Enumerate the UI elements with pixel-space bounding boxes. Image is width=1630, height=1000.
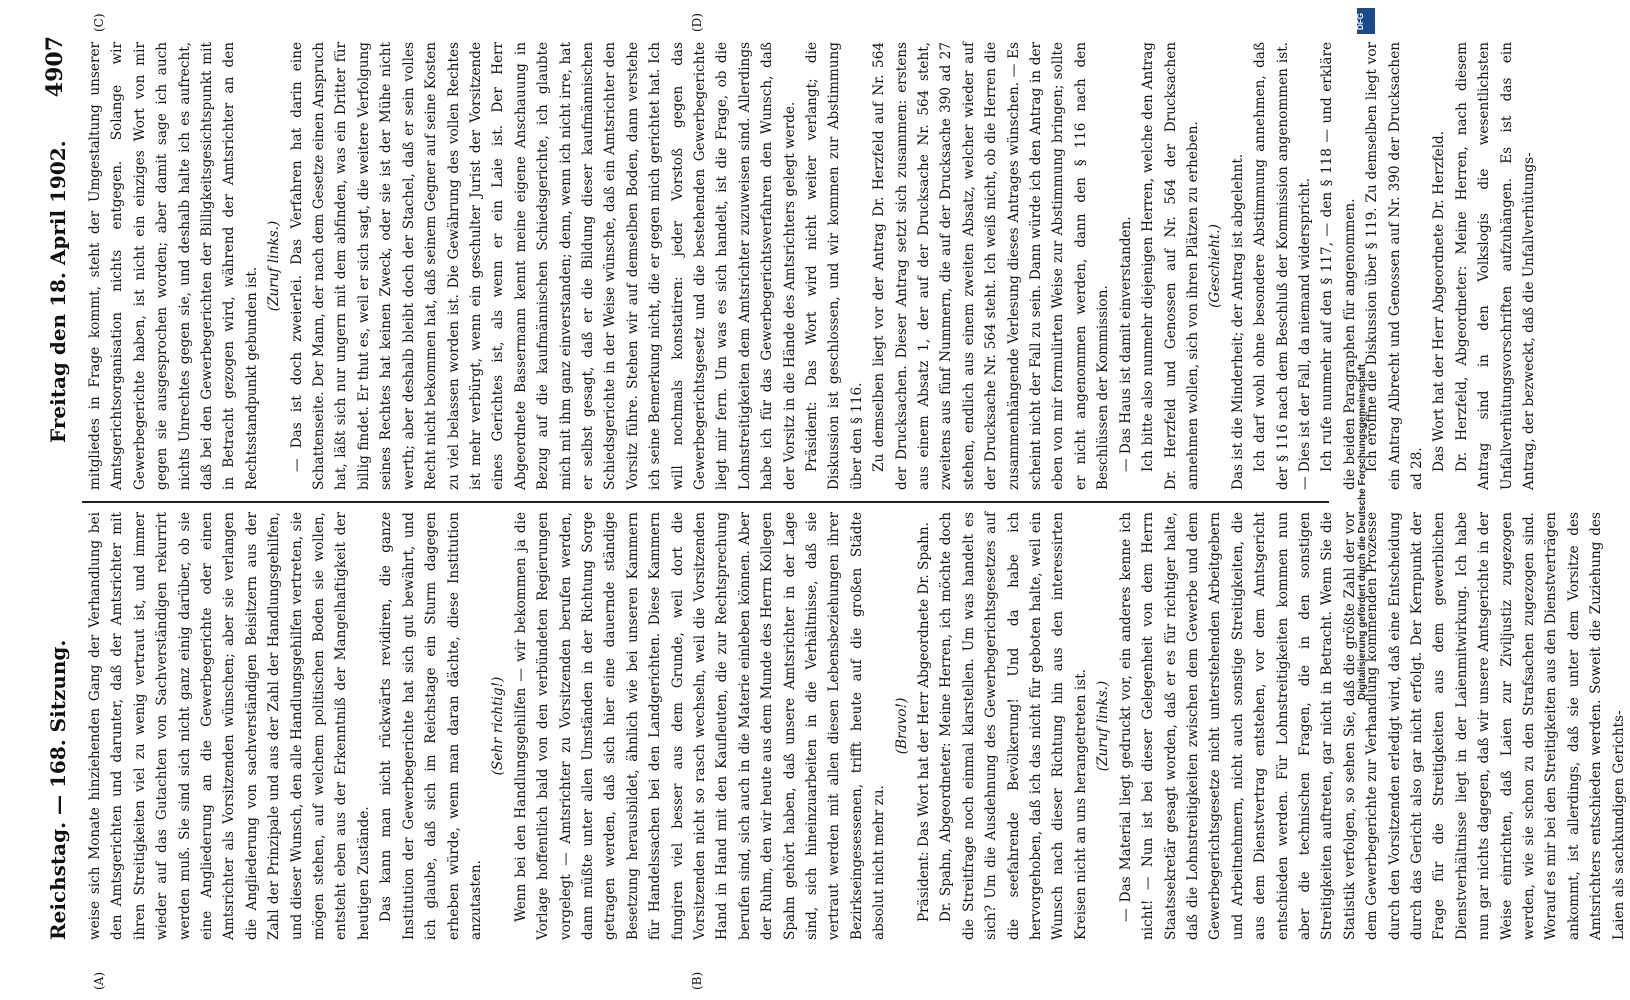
paragraph: — Das Haus ist damit einverstanden. [1117,216,1134,472]
digitization-note [1355,40,1377,700]
header-date: Freitag den 18. April 1902. [46,140,70,443]
interjection: (Zuruf links.) [266,220,283,312]
speaker-paragraph: Präsident: Das Wort wird nicht weiter verlangt; die Diskussion ist geschlossen, und wir kommen zur Abstimmung über den § 116. [804,42,865,490]
speaker-paragraph: Dr. Herzfeld, Abgeordneter: Meine Herren, nach diesem Antrag sind in den Volkslogis die wesentlichsten Unfallverhütungsvorschriften aufzuhängen. Es ist das ein Antrag, der bezweckt, daß die Unfallverhütungs- [1453,42,1537,490]
margin-marker-c: (C) [92,13,106,32]
paragraph: Ich rufe nunmehr auf den § 117, — den § 118 — und erkläre die beiden Paragraphen für angenommen. [1319,42,1358,490]
page-number: 4907 [42,36,68,98]
dfg-logo [1357,8,1379,34]
speaker-paragraph: Präsident: Das Wort hat der Herr Abgeordnete Dr. Spahn. [916,522,933,922]
margin-marker-b: (B) [690,971,704,990]
paragraph: Wenn bei den Handlungsgehilfen — wir bekommen ja die Vorlage hoffentlich bald von den verbündeten Regierungen vorgelegt — Amtsrichter zu Vorsitzenden berufen werden, dann müßte unter allen Umständen in der Richtung Sorge getragen werden, daß sich hier eine dauernde ständige Besetzung herausbildet, ähnlich wie bei unseren Kammern für Handelssachen bei den Landgerichten. Diese Kammern fungiren viel besser aus dem Grunde, weil dort die Vorsitzenden nicht so rasch wechseln, weil die Vorsitzenden Hand in Hand mit den Kaufleuten, die zur Rechtsprechung berufen sind, sich auch in die Materie einleben können. Aber der Ruhm, den wir heute aus dem Munde des Herrn Kollegen Spahn gehört haben, daß unsere Amtsrichter in der Lage sind, sich hineinzuarbeiten in die Verhältnisse, daß sie vertraut werden mit allen diesen Lebensbeziehungen ihrer Bezirkseingesessenen, trifft heute auf die großen Städte absolut nicht mehr zu. [512,512,888,940]
paragraph: Ich darf wohl ohne besondere Abstimmung annehmen, daß der § 116 nach dem Beschluß der Kommission angenommen ist. — Dies ist der Fall, da niemand widerspricht. [1252,42,1313,490]
paragraph: weise sich Monate hinziehenden Gang der Verhandlung bei den Amtsgerichten und darunter, daß der Amtsrichter mit ihren Streitigkeiten viel zu wenig vertraut ist, und immer wieder auf das Gutachten von Sachverständigen rekurrirt werden muß. Sie sind sich nicht ganz einig darüber, ob sie eine Angliederung an die Gewerbegerichte oder einen Amtsrichter als Vorsitzenden wünschen; aber sie verlangen die Angliederung von sachverständigen Beisitzern aus der Zahl der Prinzipale und aus der Zahl der Handlungsgehilfen, und dieser Wunsch, den alle Handlungsgehilfen vertreten, sie mögen stehen, auf welchem politischen Boden sie wollen, entsteht eben aus der Erkenntniß der Mangelhaftigkeit der heutigen Zustände. [87,512,372,940]
interjection: (Zuruf links.) [1095,680,1112,772]
paragraph: Das Wort hat der Herr Abgeordnete Dr. Herzfeld. [1431,130,1448,472]
digitization-note-text: Digitalisierung gefördert durch die Deutsche Forschungsgemeinschaft [1357,363,1368,700]
right-column [84,42,1537,490]
margin-marker-a: (A) [92,971,106,990]
paragraph: Das kann man nicht rückwärts revidiren, die ganze Institution der Gewerbegerichte hat sich gut bewährt, und ich glaube, daß sich im Reichstage ein Sturm dagegen erheben würde, wenn man daran dächte, diese Institution anzutasten. [378,512,484,940]
column-divider [82,501,1329,503]
paragraph: Ich eröffne die Diskussion über § 119. Zu demselben liegt vor ein Antrag Albrecht und Genossen auf Nr. 390 der Drucksachen ad 28. [1364,42,1425,490]
paragraph: — Das Material liegt gedruckt vor, ein anderes kenne ich nicht! — Nun ist bei dieser Gelegenheit von dem Herrn Staatssekretär gesagt worden, daß er es für richtiger halte, daß die Lohnstreitigkeiten zwischen dem Gewerbe und dem Gewerbegerichtsgesetze nicht unterstehenden Arbeitgebern und Arbeitnehmern, nicht auch sonstige Streitigkeiten, die aus dem Dienstvertrag entstehen, vor dem Amtsgericht entschieden werden. Für Lohnstreitigkeiten kommen nun aber die technischen Fragen, die in den sonstigen Streitigkeiten auftreten, gar nicht in Betracht. Wenn Sie die Statistik verfolgen, so sehen Sie, daß die größte Zahl der vor dem Gewerbegerichte zur Verhandlung kommenden Prozesse durch den Vorsitzenden erledigt wird, daß eine Entscheidung durch das Gericht also gar nicht erfolgt. Der Kernpunkt der Frage für die Streitigkeiten aus dem gewerblichen Dienstverhältnisse liegt in der Laienmitwirkung. Ich habe nun gar nichts dagegen, daß wir unsere Amtsgerichte in der Weise einrichten, daß Laien zur Ziviljustiz zugezogen werden, wie sie schon zu den Strafsachen zugezogen sind. Worauf es mir bei den Streitigkeiten aus den Dienstverträgen ankommt, ist allerdings, daß sie unter dem Vorsitze des Amtsrichters entschieden werden. Soweit die Zuziehung des Laien als sachkundigen Gerichts- [1117,512,1627,940]
paragraph: mitgliedes in Frage kommt, steht der Umgestaltung unserer Amtsgerichtsorganisation nichts entgegen. Solange wir Gewerbegerichte haben, ist nicht ein einziges Wort von mir gegen sie ausgesprochen worden; aber damit sage ich auch nichts Unrechtes gegen sie, und deshalb halte ich es aufrecht, daß bei den Gewerbegerichten der Billigkeitsgesichtspunkt mit in Betracht gezogen wird, während der Amtsrichter an den Rechtsstandpunkt gebunden ist. [87,42,260,490]
interjection: (Bravo!) [893,697,910,755]
speaker-paragraph: Dr. Spahn, Abgeordneter: Meine Herren, ich möchte doch die Streitfrage noch einmal klarstellen. Um was handelt es sich? Um die Ausdehnung des Gewerbegerichtsgesetzes auf die seefahrende Bevölkerung! Und da habe ich hervorgehoben, daß ich das nicht für geboten halte, weil ein Wunsch nach dieser Richtung hin aus den interessirten Kreisen nicht an uns herangetreten ist. [938,512,1089,940]
paragraph: Zu demselben liegt vor der Antrag Dr. Herzfeld auf Nr. 564 der Drucksachen. Dieser Antrag setzt sich zusammen: erstens aus einem Absatz 1, der auf der Drucksache Nr. 564 steht, zweitens aus fünf Nummern, die auf der Drucksache 390 ad 27 stehen, endlich aus einem zweiten Absatz, welcher wieder auf der Drucksache Nr. 564 steht. Ich weiß nicht, ob die Herren die zusammenhängende Verlesung dieses Antrages wünschen. — Es scheint nicht der Fall zu sein. Dann würde ich den Antrag in der eben von mir formulirten Weise zur Abstimmung bringen; sollte er nicht angenommen werden, dann den § 116 nach den Beschlüssen der Kommission. [871,42,1112,490]
paragraph: — Das ist doch zweierlei. Das Verfahren hat darin eine Schattenseite. Der Mann, der nach dem Gesetze einen Anspruch hat, läßt sich nur ungern mit dem abfinden, was ein Dritter für billig findet. Er thut es, weil er sich sagt, die weitere Verfolgung seines Rechtes hat keinen Zweck, oder sie ist der Mühe nicht werth; aber deshalb bleibt doch der Stachel, daß er sein volles Recht nicht bekommen hat, daß seinem Gegner auf seine Kosten zu viel belassen worden ist. Die Gewährung des vollen Rechtes ist mehr verbürgt, wenn ein geschulter Jurist der Vorsitzende eines Gerichtes ist, als wenn er ein Laie ist. Der Herr Abgeordnete Bassermann kennt meine eigene Anschauung in Bezug auf die kaufmännischen Schiedsgerichte, ich glaubte mich mit ihm ganz einverstanden; denn, wenn ich nicht irre, hat er selbst gesagt, daß er die Bildung dieser kaufmännischen Schiedsgerichte in der Weise wünsche, daß ein Amtsrichter den Vorsitz führe. Stehen wir auf demselben Boden, dann verstehe ich seine Bemerkung nicht, die er gegen mich gerichtet hat. Ich will nochmals konstatiren: jeder Vorstoß gegen das Gewerbegerichtsgesetz und die bestehenden Gewerbegerichte liegt mir fern. Um was es sich handelt, ist die Frage, ob die Lohnstreitigkeiten dem Amtsrichter zuzuweisen sind. Allerdings habe ich für das Gewerbegerichtsverfahren den Wunsch, daß der Vorsitz in die Hände des Amtsrichters gelegt werde. [288,42,798,490]
dfg-logo-text: DFG [1355,13,1365,30]
interjection: (Sehr richtig!) [490,676,507,776]
paragraph: Das ist die Minderheit; der Antrag ist abgelehnt. [1229,153,1246,490]
interjection: (Geschieht.) [1207,224,1224,308]
running-header [42,28,76,968]
header-left: Reichstag. — 168. Sitzung. [46,639,70,940]
paragraph: Ich bitte also nunmehr diejenigen Herren, welche den Antrag Dr. Herzfeld und Genossen auf Nr. 564 der Drucksachen annehmen wollen, sich von ihren Plätzen zu erheben. [1140,42,1201,490]
margin-marker-d: (D) [690,13,704,32]
